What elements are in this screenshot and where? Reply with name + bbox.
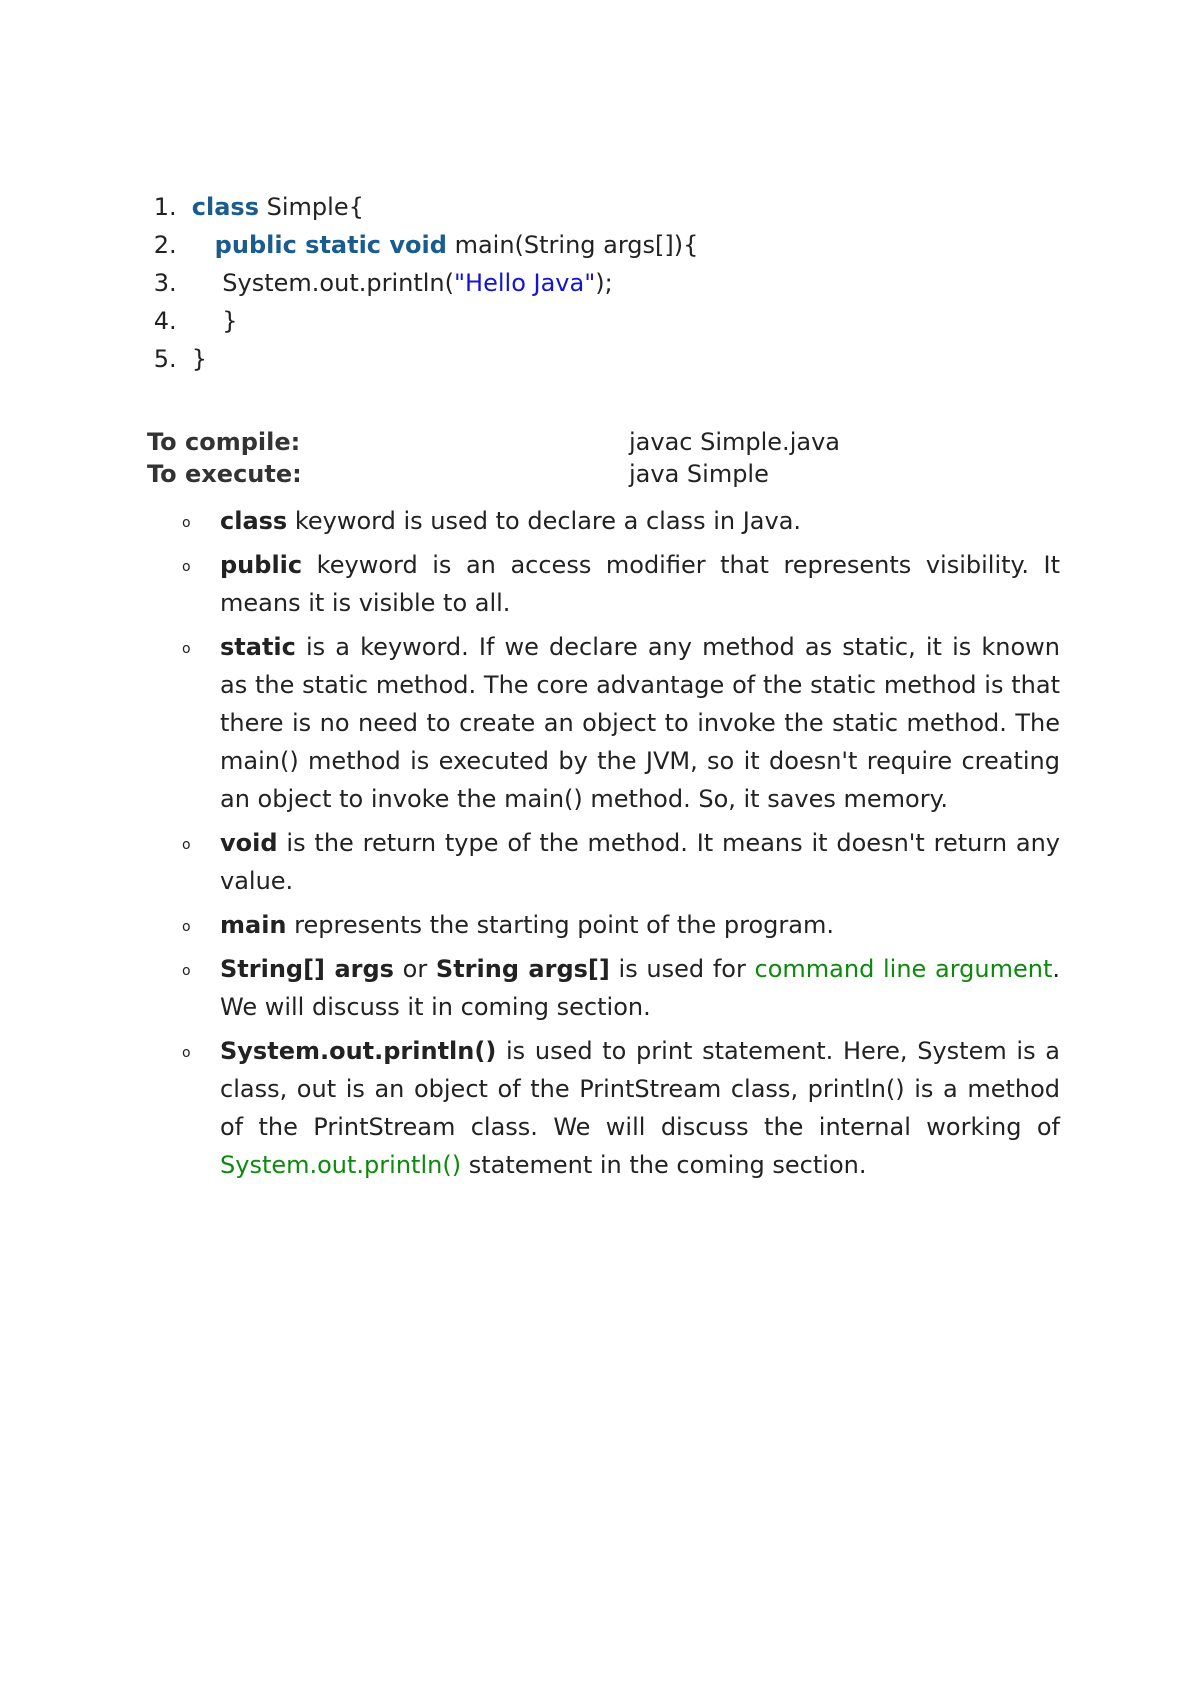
code-text — [192, 231, 215, 259]
compile-label: To compile: — [147, 428, 301, 456]
code-text: Simple{ — [259, 193, 364, 221]
bullet-marker: o — [182, 837, 191, 853]
code-text: } — [191, 307, 238, 335]
compile-row — [147, 426, 907, 458]
item-text: is used for — [609, 955, 755, 983]
item-text: is a keyword. If we declare any method as static, it is known as the static method. The core advantage of the static method is that there is no need to create an object to invoke the static method. The main() method is executed by the JVM, so it doesn't require creating an object to invoke the main() method. So, it saves memory. — [220, 633, 1060, 813]
list-item — [180, 1032, 1060, 1184]
code-text: ); — [595, 269, 613, 297]
list-item — [180, 824, 1060, 900]
bullet-marker: o — [182, 963, 191, 979]
bullet-marker: o — [182, 559, 191, 575]
code-text: } — [191, 345, 208, 373]
line-number: 4. — [153, 307, 177, 335]
item-text: statement in the coming section. — [461, 1151, 867, 1179]
keyword-term: void — [220, 829, 278, 857]
line-number: 3. — [153, 269, 177, 297]
keyword-term: class — [220, 507, 288, 535]
code-line — [108, 150, 698, 221]
keyword-term: static — [220, 633, 296, 661]
command-line-argument-link[interactable]: command line argument — [754, 955, 1053, 983]
item-text: is used to print statement. Here, System is a class, out is an object of the PrintStream class, println() is a method of the PrintStream class. We will discuss the internal working of — [220, 1037, 1060, 1141]
item-text: represents the starting point of the program. — [286, 911, 834, 939]
compile-command: javac Simple.java — [629, 428, 840, 456]
line-number: 5. — [153, 345, 177, 373]
keyword-list — [180, 502, 1060, 1190]
line-number: 2. — [153, 231, 177, 259]
execute-command: java Simple — [629, 460, 769, 488]
bullet-marker: o — [182, 919, 191, 935]
bullet-marker: o — [182, 515, 191, 531]
item-text: keyword is an access modifier that represents visibility. It means it is visible to all. — [220, 551, 1060, 617]
list-item — [180, 628, 1060, 818]
item-text: keyword is used to declare a class in Java. — [287, 507, 802, 535]
keyword-term: public — [220, 551, 303, 579]
bullet-marker: o — [182, 641, 191, 657]
list-item — [180, 950, 1060, 1026]
keyword-term: System.out.println() — [220, 1037, 497, 1065]
bullet-marker: o — [182, 1045, 191, 1061]
item-text: or — [393, 955, 436, 983]
list-item — [180, 546, 1060, 622]
system-out-println-link[interactable]: System.out.println() — [220, 1151, 462, 1179]
code-text: main(String args[]){ — [446, 231, 699, 259]
list-item — [180, 906, 1060, 944]
commands-block — [147, 426, 907, 490]
execute-row — [147, 458, 907, 490]
code-text: System.out.println( — [191, 269, 454, 297]
code-keyword: class — [191, 193, 259, 221]
keyword-term: String args[] — [435, 955, 610, 983]
list-item — [180, 502, 1060, 540]
item-text: is the return type of the method. It means it doesn't return any value. — [220, 829, 1060, 895]
code-string: "Hello Java" — [454, 269, 596, 297]
code-block — [108, 150, 699, 373]
item-text: . We will discuss it in coming section. — [220, 955, 1061, 1021]
code-keyword: public static void — [214, 231, 447, 259]
keyword-term: String[] args — [220, 955, 394, 983]
execute-label: To execute: — [147, 460, 302, 488]
keyword-term: main — [220, 911, 287, 939]
line-number: 1. — [153, 193, 177, 221]
